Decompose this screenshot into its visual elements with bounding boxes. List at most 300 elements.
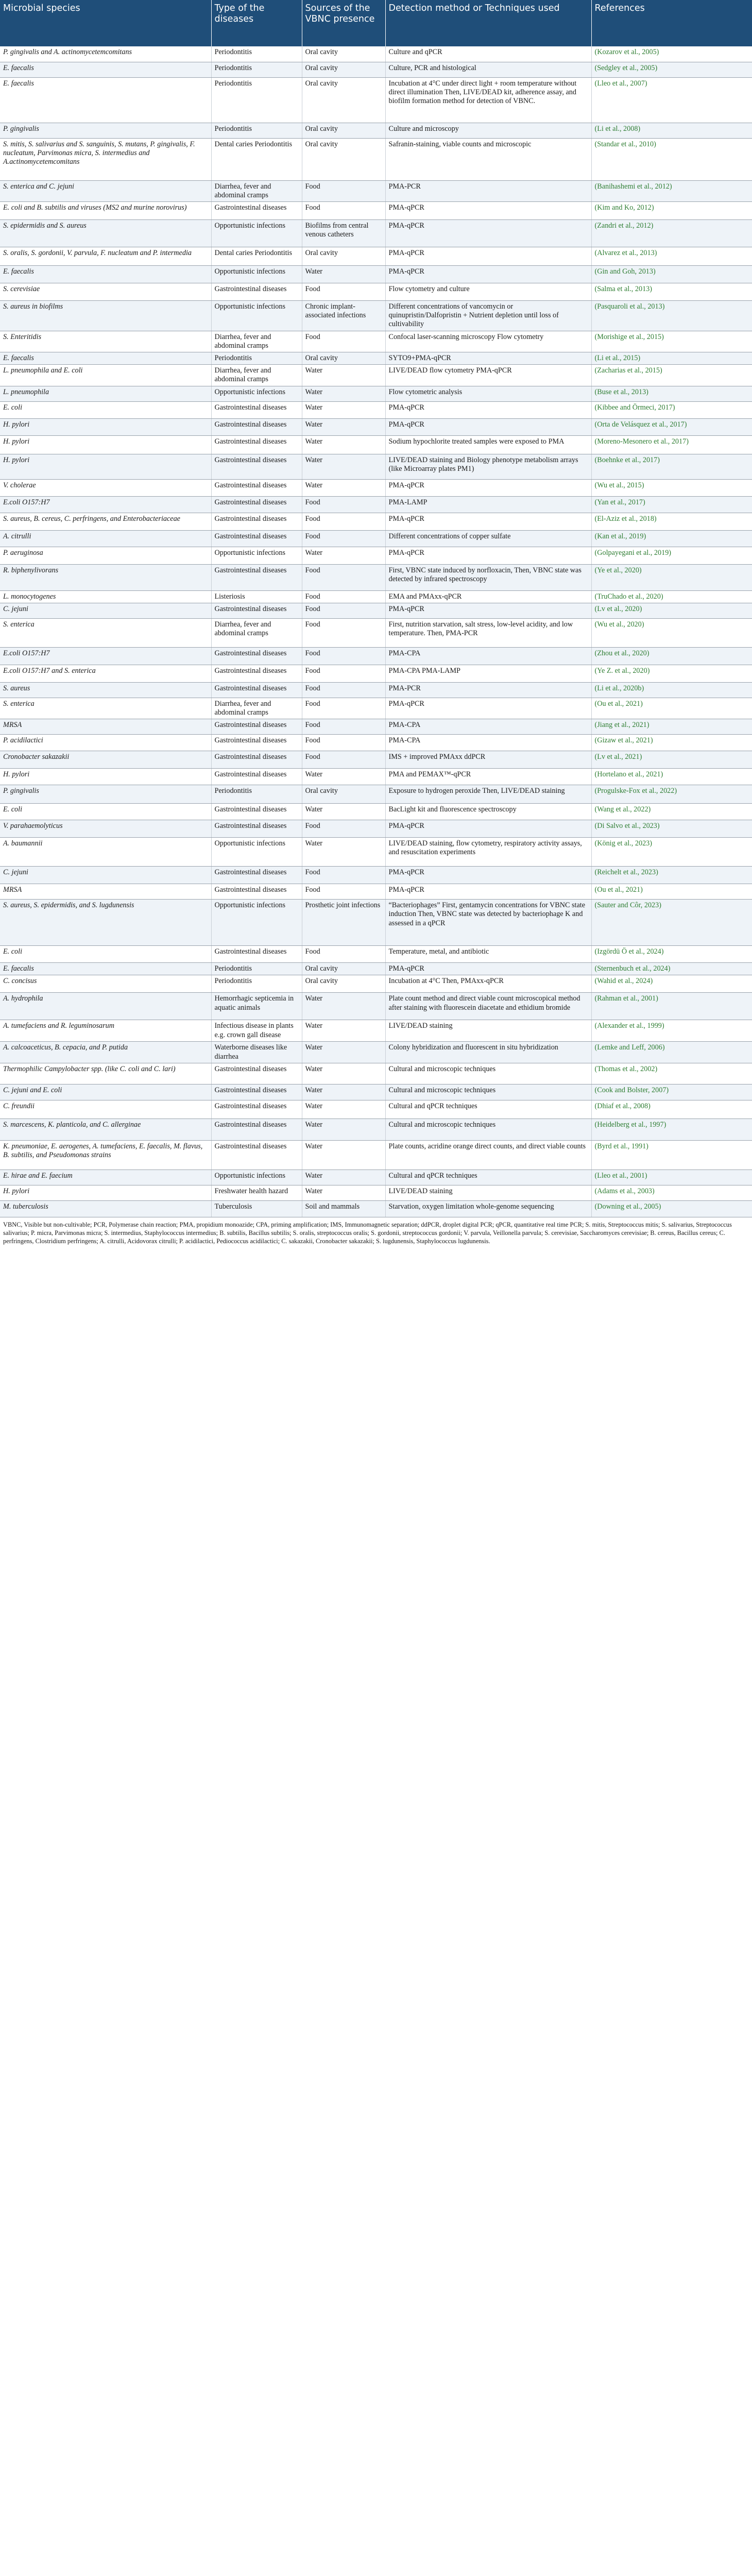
method-cell: PMA-CPA: [385, 719, 591, 735]
method-cell: PMA-qPCR: [385, 513, 591, 530]
source-cell: Chronic implant-associated infections: [302, 300, 385, 331]
table-row: [0, 838, 752, 867]
reference-cell[interactable]: (Zacharias et al., 2015): [591, 365, 752, 386]
source-cell: Food: [302, 530, 385, 547]
reference-cell[interactable]: (Sternenbuch et al., 2024): [591, 963, 752, 975]
source-cell: Water: [302, 1042, 385, 1063]
species-cell: M. tuberculosis: [0, 1200, 211, 1217]
table-row: [0, 603, 752, 618]
species-cell: S. mitis, S. salivarius and S. sanguinis, S. mutans, P. gingivalis, F. nucleatum, Parvimonas micra, S. intermedius and A.actinomycetemcomitans: [0, 138, 211, 180]
disease-cell: Opportunistic infections: [211, 547, 302, 564]
source-cell: Food: [302, 180, 385, 201]
source-cell: Oral cavity: [302, 963, 385, 975]
reference-cell[interactable]: (Morishige et al., 2015): [591, 331, 752, 352]
source-cell: Water: [302, 401, 385, 418]
species-cell: S. aureus, B. cereus, C. perfringens, and Enterobacteriaceae: [0, 513, 211, 530]
method-cell: Plate counts, acridine orange direct counts, and direct viable counts: [385, 1140, 591, 1170]
source-cell: Water: [302, 435, 385, 454]
reference-cell[interactable]: (Wang et al., 2022): [591, 804, 752, 820]
disease-cell: Opportunistic infections: [211, 265, 302, 283]
method-cell: LIVE/DEAD staining, flow cytometry, respiratory activity assays, and resuscitation experiments: [385, 838, 591, 867]
species-cell: E. hirae and E. faecium: [0, 1170, 211, 1185]
source-cell: Water: [302, 804, 385, 820]
disease-cell: Gastrointestinal diseases: [211, 804, 302, 820]
table-row: [0, 283, 752, 300]
disease-cell: Gastrointestinal diseases: [211, 283, 302, 300]
table-footnote: VBNC, Visible but non-cultivable; PCR, Polymerase chain reaction; PMA, propidium monoazide; CPA, priming amplification; IMS, Immunomagnetic separation; ddPCR, droplet digital PCR; qPCR, quantitative real time PCR; S. mitis, Streptococcus mitis; S. salivarius, Streptococcus salivarius; P. micra, Parvimonas micra; S. intermedius, Staphylococcus intermedius; B. subtilis, Bacillus subtilis; S. oralis, streptococcus oralis; S. gordonii, streptococcus gordonii; V. parvula, Veillonella parvula; S. cerevisiae, Saccharomyces cerevisiae; B. cereus, Bacillus cereus; C. perfringens, Clostridium perfringens; A. citrulli, Acidovorax citrulli; P. acidilactici, Pediococcus acidilactici; C. sakazakii, Cronobacter sakazakii; S. lugdunensis, Staphylococcus lugdunensis.: [3, 1221, 732, 1245]
reference-cell[interactable]: (Lv et al., 2020): [591, 603, 752, 618]
table-row: [0, 547, 752, 564]
method-cell: Different concentrations of copper sulfate: [385, 530, 591, 547]
table-row: [0, 219, 752, 247]
disease-cell: Gastrointestinal diseases: [211, 769, 302, 785]
disease-cell: Gastrointestinal diseases: [211, 454, 302, 479]
vbnc-table-figure: [0, 0, 752, 1245]
reference-cell[interactable]: (Kan et al., 2019): [591, 530, 752, 547]
method-cell: PMA-qPCR: [385, 201, 591, 219]
reference-cell[interactable]: (Izgördü Ö et al., 2024): [591, 946, 752, 963]
source-cell: Water: [302, 547, 385, 564]
reference-cell[interactable]: (Di Salvo et al., 2023): [591, 820, 752, 838]
disease-cell: Infectious disease in plants e.g. crown gall disease: [211, 1020, 302, 1042]
species-cell: C. jejuni and E. coli: [0, 1084, 211, 1100]
species-cell: P. aeruginosa: [0, 547, 211, 564]
method-cell: Temperature, metal, and antibiotic: [385, 946, 591, 963]
reference-cell[interactable]: (Li et al., 2015): [591, 352, 752, 364]
source-cell: Oral cavity: [302, 247, 385, 265]
reference-cell[interactable]: (Hortelano et al., 2021): [591, 769, 752, 785]
table-row: [0, 769, 752, 785]
source-cell: Water: [302, 386, 385, 401]
method-cell: Culture, PCR and histological: [385, 62, 591, 77]
disease-cell: Gastrointestinal diseases: [211, 820, 302, 838]
table-body: [0, 46, 752, 1217]
reference-cell[interactable]: (Wahid et al., 2024): [591, 975, 752, 993]
species-cell: H. pylori: [0, 1185, 211, 1200]
method-cell: PMA-qPCR: [385, 219, 591, 247]
species-cell: P. gingivalis: [0, 785, 211, 804]
disease-cell: Gastrointestinal diseases: [211, 647, 302, 665]
table-row: [0, 963, 752, 975]
reference-cell[interactable]: (Pasquaroli et al., 2013): [591, 300, 752, 331]
table-row: [0, 201, 752, 219]
species-cell: Thermophilic Campylobacter spp. (like C. coli and C. lari): [0, 1063, 211, 1084]
table-row: [0, 1063, 752, 1084]
reference-cell[interactable]: (Salma et al., 2013): [591, 283, 752, 300]
source-cell: Food: [302, 283, 385, 300]
disease-cell: Opportunistic infections: [211, 838, 302, 867]
table-row: [0, 682, 752, 698]
table-row: [0, 698, 752, 719]
method-cell: PMA-qPCR: [385, 418, 591, 435]
table-row: [0, 496, 752, 513]
table-row: [0, 46, 752, 62]
source-cell: Food: [302, 665, 385, 682]
source-cell: Water: [302, 418, 385, 435]
source-cell: Food: [302, 719, 385, 735]
method-cell: LIVE/DEAD flow cytometry PMA-qPCR: [385, 365, 591, 386]
disease-cell: Gastrointestinal diseases: [211, 1084, 302, 1100]
disease-cell: Gastrointestinal diseases: [211, 884, 302, 900]
table-row: [0, 719, 752, 735]
disease-cell: Opportunistic infections: [211, 300, 302, 331]
species-cell: E. faecalis: [0, 62, 211, 77]
method-cell: “Bacteriophages” First, gentamycin concentrations for VBNC state induction Then, VBNC state was detected by bacteriophage K and assessed in a qPCR: [385, 900, 591, 946]
species-cell: MRSA: [0, 884, 211, 900]
species-cell: L. pneumophila: [0, 386, 211, 401]
species-cell: A. calcoaceticus, B. cepacia, and P. putida: [0, 1042, 211, 1063]
disease-cell: Gastrointestinal diseases: [211, 719, 302, 735]
source-cell: Oral cavity: [302, 138, 385, 180]
table-row: [0, 365, 752, 386]
reference-cell[interactable]: (Yan et al., 2017): [591, 496, 752, 513]
disease-cell: Dental caries Periodontitis: [211, 138, 302, 180]
reference-cell[interactable]: (Kozarov et al., 2005): [591, 46, 752, 62]
header-disease-type: Type of the diseases: [211, 0, 302, 46]
method-cell: Exposure to hydrogen peroxide Then, LIVE/DEAD staining: [385, 785, 591, 804]
table-row: [0, 618, 752, 647]
disease-cell: Gastrointestinal diseases: [211, 401, 302, 418]
method-cell: PMA-qPCR: [385, 884, 591, 900]
source-cell: Food: [302, 513, 385, 530]
method-cell: PMA-qPCR: [385, 963, 591, 975]
species-cell: S. enterica: [0, 618, 211, 647]
source-cell: Food: [302, 820, 385, 838]
method-cell: PMA-CPA: [385, 735, 591, 751]
disease-cell: Hemorrhagic septicemia in aquatic animals: [211, 993, 302, 1020]
source-cell: Soil and mammals: [302, 1200, 385, 1217]
table-row: [0, 900, 752, 946]
reference-cell[interactable]: (Ou et al., 2021): [591, 698, 752, 719]
source-cell: Water: [302, 1063, 385, 1084]
reference-cell[interactable]: (Moreno-Mesonero et al., 2017): [591, 435, 752, 454]
source-cell: Water: [302, 1170, 385, 1185]
reference-cell[interactable]: (Lleo et al., 2007): [591, 77, 752, 123]
source-cell: Food: [302, 590, 385, 603]
disease-cell: Gastrointestinal diseases: [211, 530, 302, 547]
source-cell: Oral cavity: [302, 352, 385, 364]
table-row: [0, 564, 752, 590]
species-cell: C. jejuni: [0, 603, 211, 618]
source-cell: Water: [302, 1118, 385, 1140]
disease-cell: Opportunistic infections: [211, 1170, 302, 1185]
table-row: [0, 123, 752, 138]
species-cell: E. faecalis: [0, 265, 211, 283]
method-cell: PMA-qPCR: [385, 547, 591, 564]
method-cell: Plate count method and direct viable count microscopical method after staining with fluorescein diacetate and ethidium bromide: [385, 993, 591, 1020]
species-cell: A. citrulli: [0, 530, 211, 547]
disease-cell: Diarrhea, fever and abdominal cramps: [211, 180, 302, 201]
table-row: [0, 1200, 752, 1217]
disease-cell: Gastrointestinal diseases: [211, 1118, 302, 1140]
disease-cell: Gastrointestinal diseases: [211, 418, 302, 435]
method-cell: LIVE/DEAD staining: [385, 1020, 591, 1042]
reference-cell[interactable]: (Wu et al., 2015): [591, 479, 752, 496]
method-cell: PMA-qPCR: [385, 820, 591, 838]
species-cell: E. faecalis: [0, 352, 211, 364]
method-cell: PMA-PCR: [385, 180, 591, 201]
method-cell: PMA-qPCR: [385, 867, 591, 884]
source-cell: Oral cavity: [302, 785, 385, 804]
disease-cell: Periodontitis: [211, 62, 302, 77]
table-row: [0, 975, 752, 993]
table-row: [0, 751, 752, 769]
method-cell: Confocal laser-scanning microscopy Flow cytometry: [385, 331, 591, 352]
disease-cell: Periodontitis: [211, 352, 302, 364]
table-row: [0, 77, 752, 123]
species-cell: P. acidilactici: [0, 735, 211, 751]
disease-cell: Periodontitis: [211, 963, 302, 975]
table-row: [0, 513, 752, 530]
method-cell: Flow cytometry and culture: [385, 283, 591, 300]
disease-cell: Periodontitis: [211, 123, 302, 138]
reference-cell[interactable]: (Sedgley et al., 2005): [591, 62, 752, 77]
reference-cell[interactable]: (Golpayegani et al., 2019): [591, 547, 752, 564]
reference-cell[interactable]: (Lv et al., 2021): [591, 751, 752, 769]
species-cell: S. aureus: [0, 682, 211, 698]
table-row: [0, 1020, 752, 1042]
disease-cell: Gastrointestinal diseases: [211, 867, 302, 884]
disease-cell: Gastrointestinal diseases: [211, 496, 302, 513]
table-row: [0, 1084, 752, 1100]
reference-cell[interactable]: (Adams et al., 2003): [591, 1185, 752, 1200]
species-cell: A. hydrophila: [0, 993, 211, 1020]
species-cell: V. parahaemolyticus: [0, 820, 211, 838]
method-cell: PMA-CPA PMA-LAMP: [385, 665, 591, 682]
reference-cell[interactable]: (Li et al., 2020b): [591, 682, 752, 698]
reference-cell[interactable]: (TruChado et al., 2020): [591, 590, 752, 603]
method-cell: Cultural and microscopic techniques: [385, 1063, 591, 1084]
species-cell: R. biphenylivorans: [0, 564, 211, 590]
species-cell: S. enterica: [0, 698, 211, 719]
disease-cell: Gastrointestinal diseases: [211, 201, 302, 219]
species-cell: L. monocytogenes: [0, 590, 211, 603]
species-cell: H. pylori: [0, 769, 211, 785]
disease-cell: Gastrointestinal diseases: [211, 479, 302, 496]
source-cell: Food: [302, 867, 385, 884]
reference-cell[interactable]: (Rahman et al., 2001): [591, 993, 752, 1020]
source-cell: Oral cavity: [302, 77, 385, 123]
method-cell: IMS + improved PMAxx ddPCR: [385, 751, 591, 769]
table-row: [0, 1042, 752, 1063]
table-row: [0, 946, 752, 963]
reference-cell[interactable]: (Ye et al., 2020): [591, 564, 752, 590]
reference-cell[interactable]: (Kim and Ko, 2012): [591, 201, 752, 219]
species-cell: K. pneumoniae, E. aerogenes, A. tumefaciens, E. faecalis, M. flavus, B. subtilis, and Pseudomonas strains: [0, 1140, 211, 1170]
table-row: [0, 665, 752, 682]
species-cell: P. gingivalis: [0, 123, 211, 138]
reference-cell[interactable]: (Downing et al., 2005): [591, 1200, 752, 1217]
reference-cell[interactable]: (Li et al., 2008): [591, 123, 752, 138]
method-cell: Cultural and qPCR techniques: [385, 1100, 591, 1118]
species-cell: S. epidermidis and S. aureus: [0, 219, 211, 247]
reference-cell[interactable]: (Zhou et al., 2020): [591, 647, 752, 665]
disease-cell: Tuberculosis: [211, 1200, 302, 1217]
method-cell: PMA-qPCR: [385, 479, 591, 496]
table-row: [0, 352, 752, 364]
reference-cell[interactable]: (Alvarez et al., 2013): [591, 247, 752, 265]
species-cell: C. freundii: [0, 1100, 211, 1118]
disease-cell: Periodontitis: [211, 785, 302, 804]
table-row: [0, 401, 752, 418]
method-cell: BacLight kit and fluorescence spectroscopy: [385, 804, 591, 820]
species-cell: S. aureus, S. epidermidis, and S. lugdunensis: [0, 900, 211, 946]
disease-cell: Waterborne diseases like diarrhea: [211, 1042, 302, 1063]
species-cell: V. cholerae: [0, 479, 211, 496]
source-cell: Food: [302, 564, 385, 590]
disease-cell: Gastrointestinal diseases: [211, 682, 302, 698]
species-cell: H. pylori: [0, 418, 211, 435]
reference-cell[interactable]: (König et al., 2023): [591, 838, 752, 867]
header-microbial-species: Microbial species: [0, 0, 211, 46]
species-cell: S. enterica and C. jejuni: [0, 180, 211, 201]
disease-cell: Gastrointestinal diseases: [211, 1140, 302, 1170]
method-cell: PMA-qPCR: [385, 698, 591, 719]
method-cell: Culture and qPCR: [385, 46, 591, 62]
method-cell: PMA and PEMAX™-qPCR: [385, 769, 591, 785]
source-cell: Water: [302, 838, 385, 867]
table-row: [0, 1100, 752, 1118]
table-row: [0, 435, 752, 454]
disease-cell: Opportunistic infections: [211, 386, 302, 401]
table-row: [0, 1185, 752, 1200]
source-cell: Water: [302, 479, 385, 496]
method-cell: Starvation, oxygen limitation whole-genome sequencing: [385, 1200, 591, 1217]
header-row: [0, 0, 752, 46]
source-cell: Oral cavity: [302, 46, 385, 62]
header-references: References: [591, 0, 752, 46]
source-cell: Water: [302, 1140, 385, 1170]
species-cell: H. pylori: [0, 435, 211, 454]
reference-cell[interactable]: (Banihashemi et al., 2012): [591, 180, 752, 201]
source-cell: Food: [302, 331, 385, 352]
source-cell: Oral cavity: [302, 123, 385, 138]
reference-cell[interactable]: (Cook and Bolster, 2007): [591, 1084, 752, 1100]
species-cell: S. aureus in biofilms: [0, 300, 211, 331]
method-cell: Cultural and microscopic techniques: [385, 1084, 591, 1100]
table-row: [0, 1170, 752, 1185]
source-cell: Food: [302, 603, 385, 618]
reference-cell[interactable]: (Orta de Velásquez et al., 2017): [591, 418, 752, 435]
reference-cell[interactable]: (Thomas et al., 2002): [591, 1063, 752, 1084]
method-cell: PMA-CPA: [385, 647, 591, 665]
reference-cell[interactable]: (Kibbee and Örmeci, 2017): [591, 401, 752, 418]
reference-cell[interactable]: (Boehnke et al., 2017): [591, 454, 752, 479]
source-cell: Water: [302, 993, 385, 1020]
species-cell: S. Enteritidis: [0, 331, 211, 352]
source-cell: Water: [302, 769, 385, 785]
table-row: [0, 1140, 752, 1170]
method-cell: EMA and PMAxx-qPCR: [385, 590, 591, 603]
table-row: [0, 884, 752, 900]
reference-cell[interactable]: (Sauter and Côr, 2023): [591, 900, 752, 946]
method-cell: PMA-qPCR: [385, 247, 591, 265]
reference-cell[interactable]: (Byrd et al., 1991): [591, 1140, 752, 1170]
reference-cell[interactable]: (Zandri et al., 2012): [591, 219, 752, 247]
method-cell: Incubation at 4°C under direct light + room temperature without direct illumination Then, LIVE/DEAD kit, adherence assay, and biofilm formation method for detection of VBNC.: [385, 77, 591, 123]
reference-cell[interactable]: (Buse et al., 2013): [591, 386, 752, 401]
disease-cell: Listeriosis: [211, 590, 302, 603]
source-cell: Water: [302, 265, 385, 283]
method-cell: Cultural and microscopic techniques: [385, 1118, 591, 1140]
disease-cell: Gastrointestinal diseases: [211, 735, 302, 751]
source-cell: Water: [302, 454, 385, 479]
species-cell: S. marcescens, K. planticola, and C. allerginae: [0, 1118, 211, 1140]
table-row: [0, 530, 752, 547]
disease-cell: Gastrointestinal diseases: [211, 435, 302, 454]
table-row: [0, 265, 752, 283]
source-cell: Food: [302, 946, 385, 963]
species-cell: S. cerevisiae: [0, 283, 211, 300]
source-cell: Oral cavity: [302, 975, 385, 993]
disease-cell: Diarrhea, fever and abdominal cramps: [211, 618, 302, 647]
reference-cell[interactable]: (Progulske-Fox et al., 2022): [591, 785, 752, 804]
table-row: [0, 867, 752, 884]
source-cell: Food: [302, 647, 385, 665]
source-cell: Water: [302, 1185, 385, 1200]
reference-cell[interactable]: (Wu et al., 2020): [591, 618, 752, 647]
species-cell: E. coli: [0, 401, 211, 418]
source-cell: Prosthetic joint infections: [302, 900, 385, 946]
reference-cell[interactable]: (Alexander et al., 1999): [591, 1020, 752, 1042]
method-cell: First, nutrition starvation, salt stress, low-level acidity, and low temperature. Then, PMA-PCR: [385, 618, 591, 647]
disease-cell: Dental caries Periodontitis: [211, 247, 302, 265]
method-cell: LIVE/DEAD staining and Biology phenotype metabolism arrays (like Microarray plates PM1): [385, 454, 591, 479]
table-row: [0, 1118, 752, 1140]
reference-cell[interactable]: (Gin and Goh, 2013): [591, 265, 752, 283]
species-cell: A. baumannii: [0, 838, 211, 867]
method-cell: PMA-qPCR: [385, 401, 591, 418]
reference-cell[interactable]: (Gizaw et al., 2021): [591, 735, 752, 751]
disease-cell: Periodontitis: [211, 975, 302, 993]
disease-cell: Periodontitis: [211, 77, 302, 123]
method-cell: Flow cytometric analysis: [385, 386, 591, 401]
table-row: [0, 386, 752, 401]
reference-cell[interactable]: (Ye Z. et al., 2020): [591, 665, 752, 682]
reference-cell[interactable]: (Ou et al., 2021): [591, 884, 752, 900]
vbnc-table: [0, 0, 752, 1217]
reference-cell[interactable]: (Lemke and Leff, 2006): [591, 1042, 752, 1063]
method-cell: Culture and microscopy: [385, 123, 591, 138]
reference-cell[interactable]: (Heidelberg et al., 1997): [591, 1118, 752, 1140]
reference-cell[interactable]: (Lleo et al., 2001): [591, 1170, 752, 1185]
reference-cell[interactable]: (El-Aziz et al., 2018): [591, 513, 752, 530]
disease-cell: Gastrointestinal diseases: [211, 603, 302, 618]
method-cell: Cultural and qPCR techniques: [385, 1170, 591, 1185]
table-row: [0, 300, 752, 331]
species-cell: E. coli: [0, 946, 211, 963]
reference-cell[interactable]: (Reichelt et al., 2023): [591, 867, 752, 884]
reference-cell[interactable]: (Jiang et al., 2021): [591, 719, 752, 735]
source-cell: Food: [302, 618, 385, 647]
species-cell: C. concisus: [0, 975, 211, 993]
table-row: [0, 804, 752, 820]
header-detection-method: Detection method or Techniques used: [385, 0, 591, 46]
source-cell: Water: [302, 1020, 385, 1042]
disease-cell: Diarrhea, fever and abdominal cramps: [211, 365, 302, 386]
source-cell: Biofilms from central venous catheters: [302, 219, 385, 247]
table-row: [0, 479, 752, 496]
reference-cell[interactable]: (Standar et al., 2010): [591, 138, 752, 180]
reference-cell[interactable]: (Dhiaf et al., 2008): [591, 1100, 752, 1118]
table-row: [0, 590, 752, 603]
species-cell: E.coli O157:H7 and S. enterica: [0, 665, 211, 682]
table-row: [0, 454, 752, 479]
source-cell: Food: [302, 201, 385, 219]
source-cell: Food: [302, 698, 385, 719]
species-cell: S. oralis, S. gordonii, V. parvula, F. nucleatum and P. intermedia: [0, 247, 211, 265]
method-cell: First, VBNC state induced by norfloxacin, Then, VBNC state was detected by infrared spectroscopy: [385, 564, 591, 590]
